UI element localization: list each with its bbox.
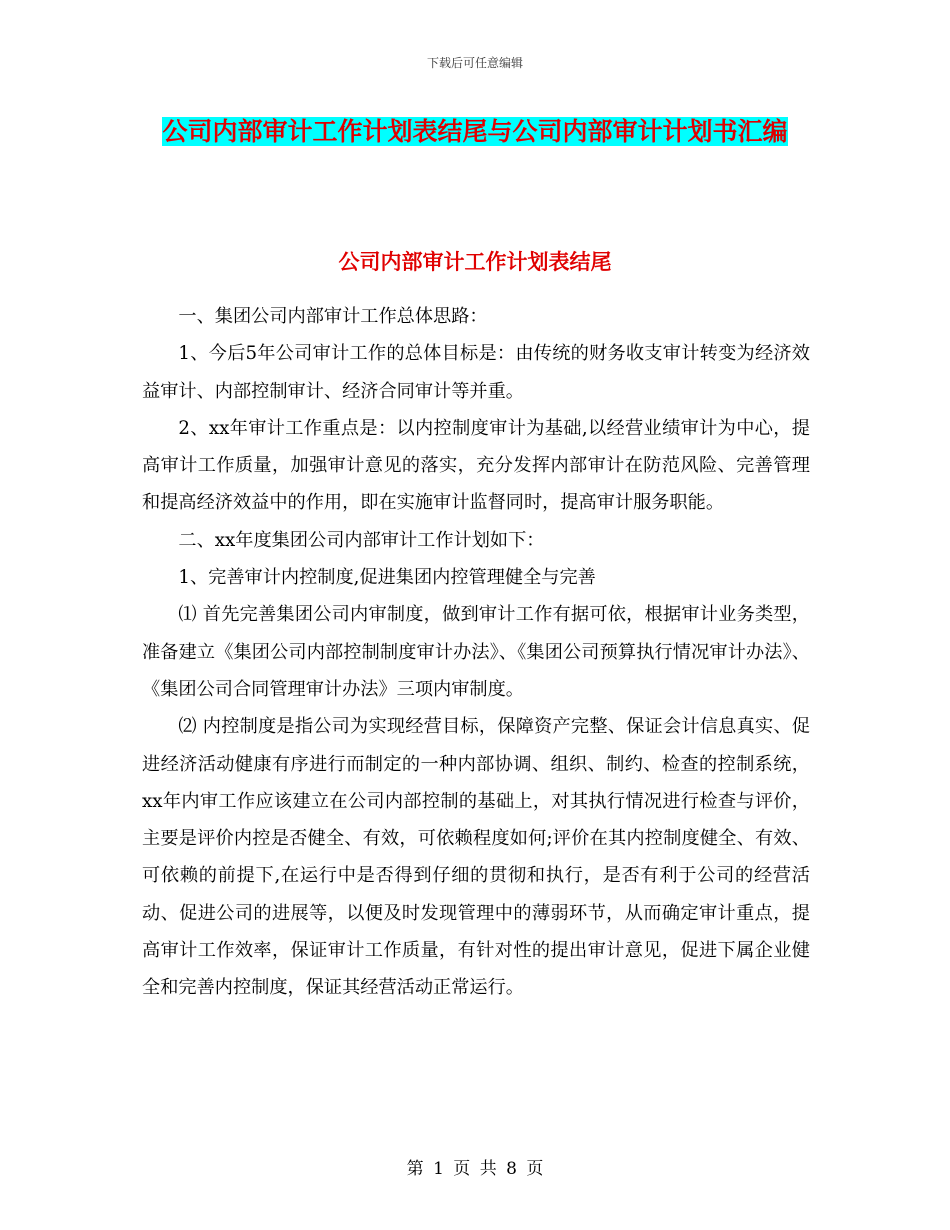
paragraph: ⑵ 内控制度是指公司为实现经营目标，保障资产完整、保证会计信息真实、促进经济活动健康有序进行而制定的一种内部协调、组织、制约、检查的控制系统，xx年内审工作应该建立在公司内部控制的基础上，对其执行情况进行检查与评价，主要是评价内控是否健全、有效，可依赖程度如何;评价在其内控制度健全、有效、可依赖的前提下,在运行中是否得到仔细的贯彻和执行，是否有利于公司的经营活动、促进公司的进展等，以便及时发现管理中的薄弱环节，从而确定审计重点，提高审计工作效率，保证审计工作质量，有针对性的提出审计意见，促进下属企业健全和完善内控制度，保证其经营活动正常运行。	[142, 716, 810, 999]
document-body	[142, 298, 810, 1007]
paragraph: 2、xx年审计工作重点是：以内控制度审计为基础,以经营业绩审计为中心，提高审计工作质量，加强审计意见的落实，充分发挥内部审计在防范风险、完善管理和提高经济效益中的作用，即在实施审计监督同时，提高审计服务职能。	[142, 417, 810, 514]
document-title-highlight: 公司内部审计工作计划表结尾与公司内部审计计划书汇编	[162, 117, 788, 146]
paragraph: 一、集团公司内部审计工作总体思路：	[178, 306, 488, 327]
page-number: 第 1 页 共 8 页	[406, 1159, 544, 1179]
paragraph: ⑴ 首先完善集团公司内审制度，做到审计工作有据可依，根据审计业务类型，准备建立《集团公司内部控制制度审计办法》、《集团公司预算执行情况审计办法》、《集团公司合同管理审计办法》三项内审制度。	[142, 604, 810, 700]
paragraph: 1、完善审计内控制度,促进集团内控管理健全与完善	[178, 567, 596, 589]
section-title: 公司内部审计工作计划表结尾	[338, 249, 612, 274]
paragraph: 二、xx年度集团公司内部审计工作计划如下：	[178, 529, 545, 551]
paragraph: 1、今后5年公司审计工作的总体目标是：由传统的财务收支审计转变为经济效益审计、内部控制审计、经济合同审计等并重。	[142, 343, 810, 402]
document-title	[140, 110, 810, 154]
header-note: 下载后可任意编辑	[426, 56, 523, 70]
